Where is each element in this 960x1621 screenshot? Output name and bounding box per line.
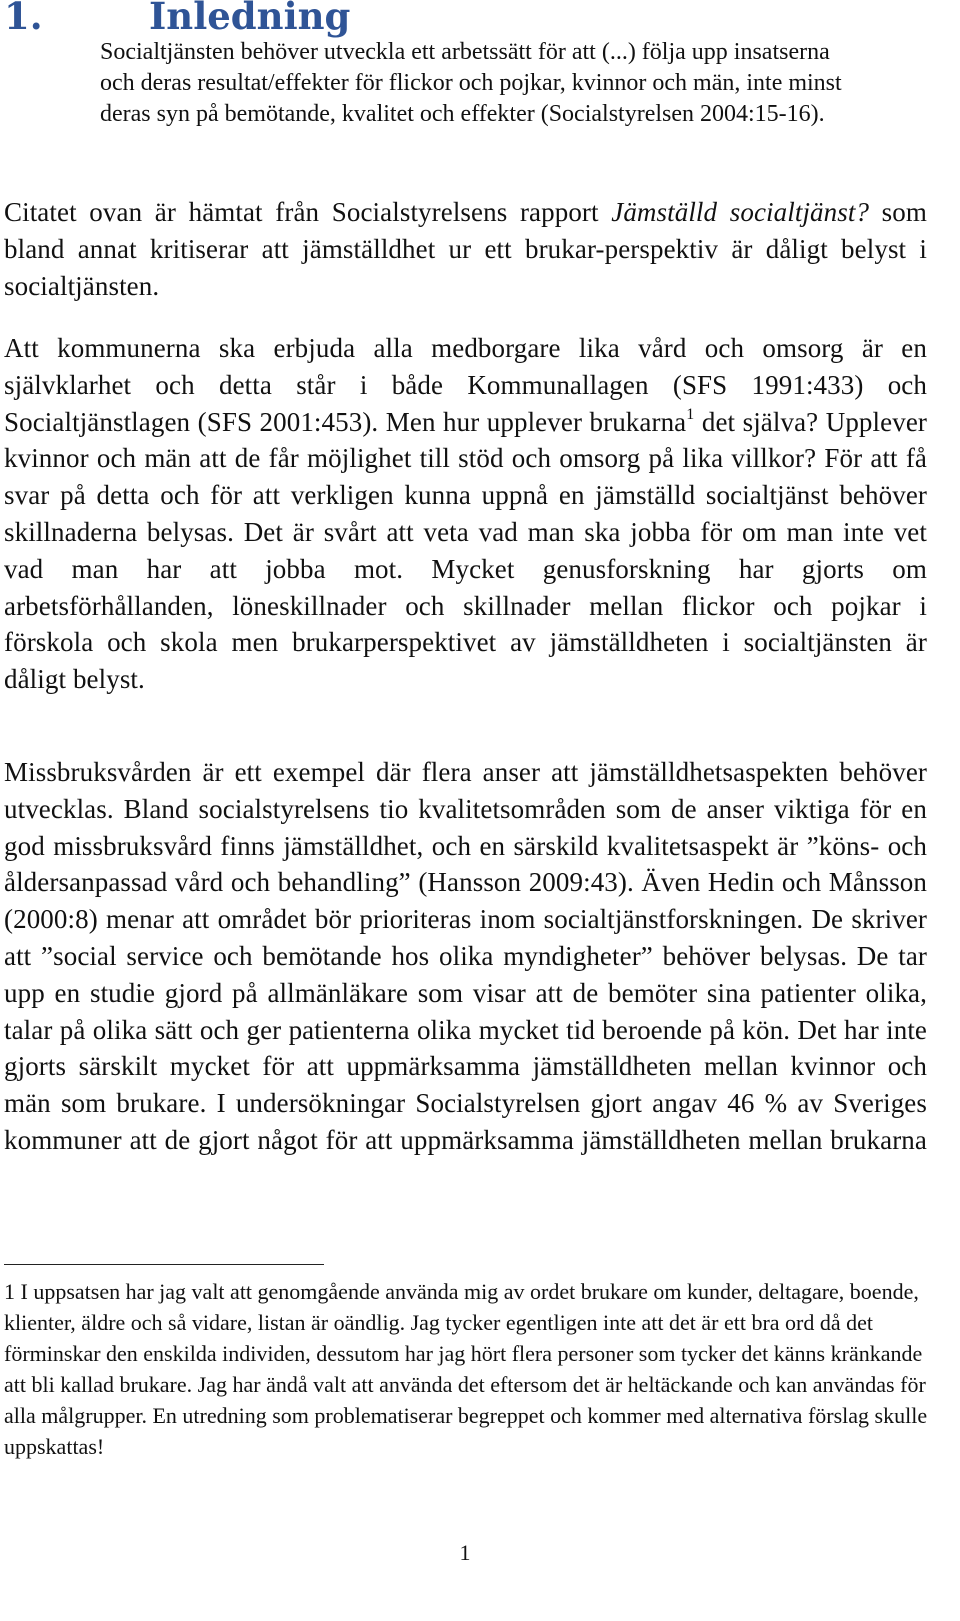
section-heading — [4, 0, 350, 38]
footnote-separator — [4, 1264, 324, 1265]
page-number: 1 — [459, 1540, 471, 1565]
block-quote: Socialtjänsten behöver utveckla ett arbetssätt för att (...) följa upp insatserna och deras resultat/effekter för flickor och pojkar, kvinnor och män, inte minst deras syn på bemötande, kvalitet och effekter (Socialstyrelsen 2004:15-16). — [100, 39, 842, 127]
paragraph-municipalities — [4, 330, 927, 698]
report-title: Jämställd socialtjänst? — [611, 197, 870, 227]
footnote-number: 1 — [4, 1279, 15, 1304]
paragraph-municipalities-text-end: det själva? Upplever kvinnor och män att de får möjlighet till stöd och omsorg på lika villkor? För att få svar på detta och för att verkligen kunna uppnå en jämställd socialtjänst behöver skillnaderna belysas. Det är svårt att veta vad man ska jobba för om man inte vet vad man har att jobba mot. Mycket genusforskning har gjorts om arbetsförhållanden, löneskillnader och skillnader mellan flickor och pojkar i förskola och skola men brukarperspektivet av jämställdheten i socialtjänsten är dåligt belyst. — [4, 406, 927, 695]
paragraph-intro — [4, 194, 927, 304]
section-title: Inledning — [149, 0, 351, 38]
paragraph-addiction-care: Missbruksvården är ett exempel där flera anser att jämställdhetsaspekten behöver utvecklas. Bland socialstyrelsens tio kvalitetsområden som de anser viktiga för en god missbruksvård finns jämställdhet, och en särskild kvalitetsaspekt är ”köns- och åldersanpassad vård och behandling” (Hansson 2009:43). Även Hedin och Månsson (2000:8) menar att området bör prioriteras inom socialtjänstforskningen. De skriver att ”social service och bemötande hos olika myndigheter” behöver belysas. De tar upp en studie gjord på allmänläkare som visar att de bemöter sina patienter olika, talar på olika sätt och ger patienterna olika mycket tid beroende på kön. Det har inte gjorts särskilt mycket för att uppmärksamma jämställdheten mellan kvinnor och män som brukare. I undersökningar Socialstyrelsen gjort angav 46 % av Sveriges kommuner att de gjort något för att uppmärksamma jämställdheten mellan brukarna — [4, 757, 927, 1155]
footnote-text: I uppsatsen har jag valt att genomgående använda mig av ordet brukare om kunder, deltagare, boende, klienter, äldre och så vidare, listan är oändlig. Jag tycker egentligen inte att det är ett bra ord då det förminskar den enskilda individen, dessutom har jag hört flera personer som tycker det känns kränkande att bli kallad brukare. Jag har ändå valt att använda det eftersom det är heltäckande och kan användas för alla målgrupper. En utredning som problematiserar begreppet och kommer med alternativa förslag skulle uppskattas! — [4, 1279, 928, 1459]
footnote-reference[interactable]: 1 — [686, 405, 695, 423]
section-number: 1. — [4, 0, 43, 38]
paragraph-municipalities-text-start: Att kommunerna ska erbjuda alla medborgare lika vård och omsorg är en självklarhet och detta står i både Kommunallagen (SFS 1991:433) och Socialtjänstlagen (SFS 2001:453). Men hur upplever brukarna — [4, 333, 927, 437]
footnote — [4, 1276, 929, 1462]
paragraph-intro-text-end: som bland annat kritiserar att jämställdhet ur ett brukar-perspektiv är dåligt belyst i socialtjänsten. — [4, 197, 927, 301]
paragraph-intro-text-start: Citatet ovan är hämtat från Socialstyrelsens rapport — [4, 197, 612, 227]
